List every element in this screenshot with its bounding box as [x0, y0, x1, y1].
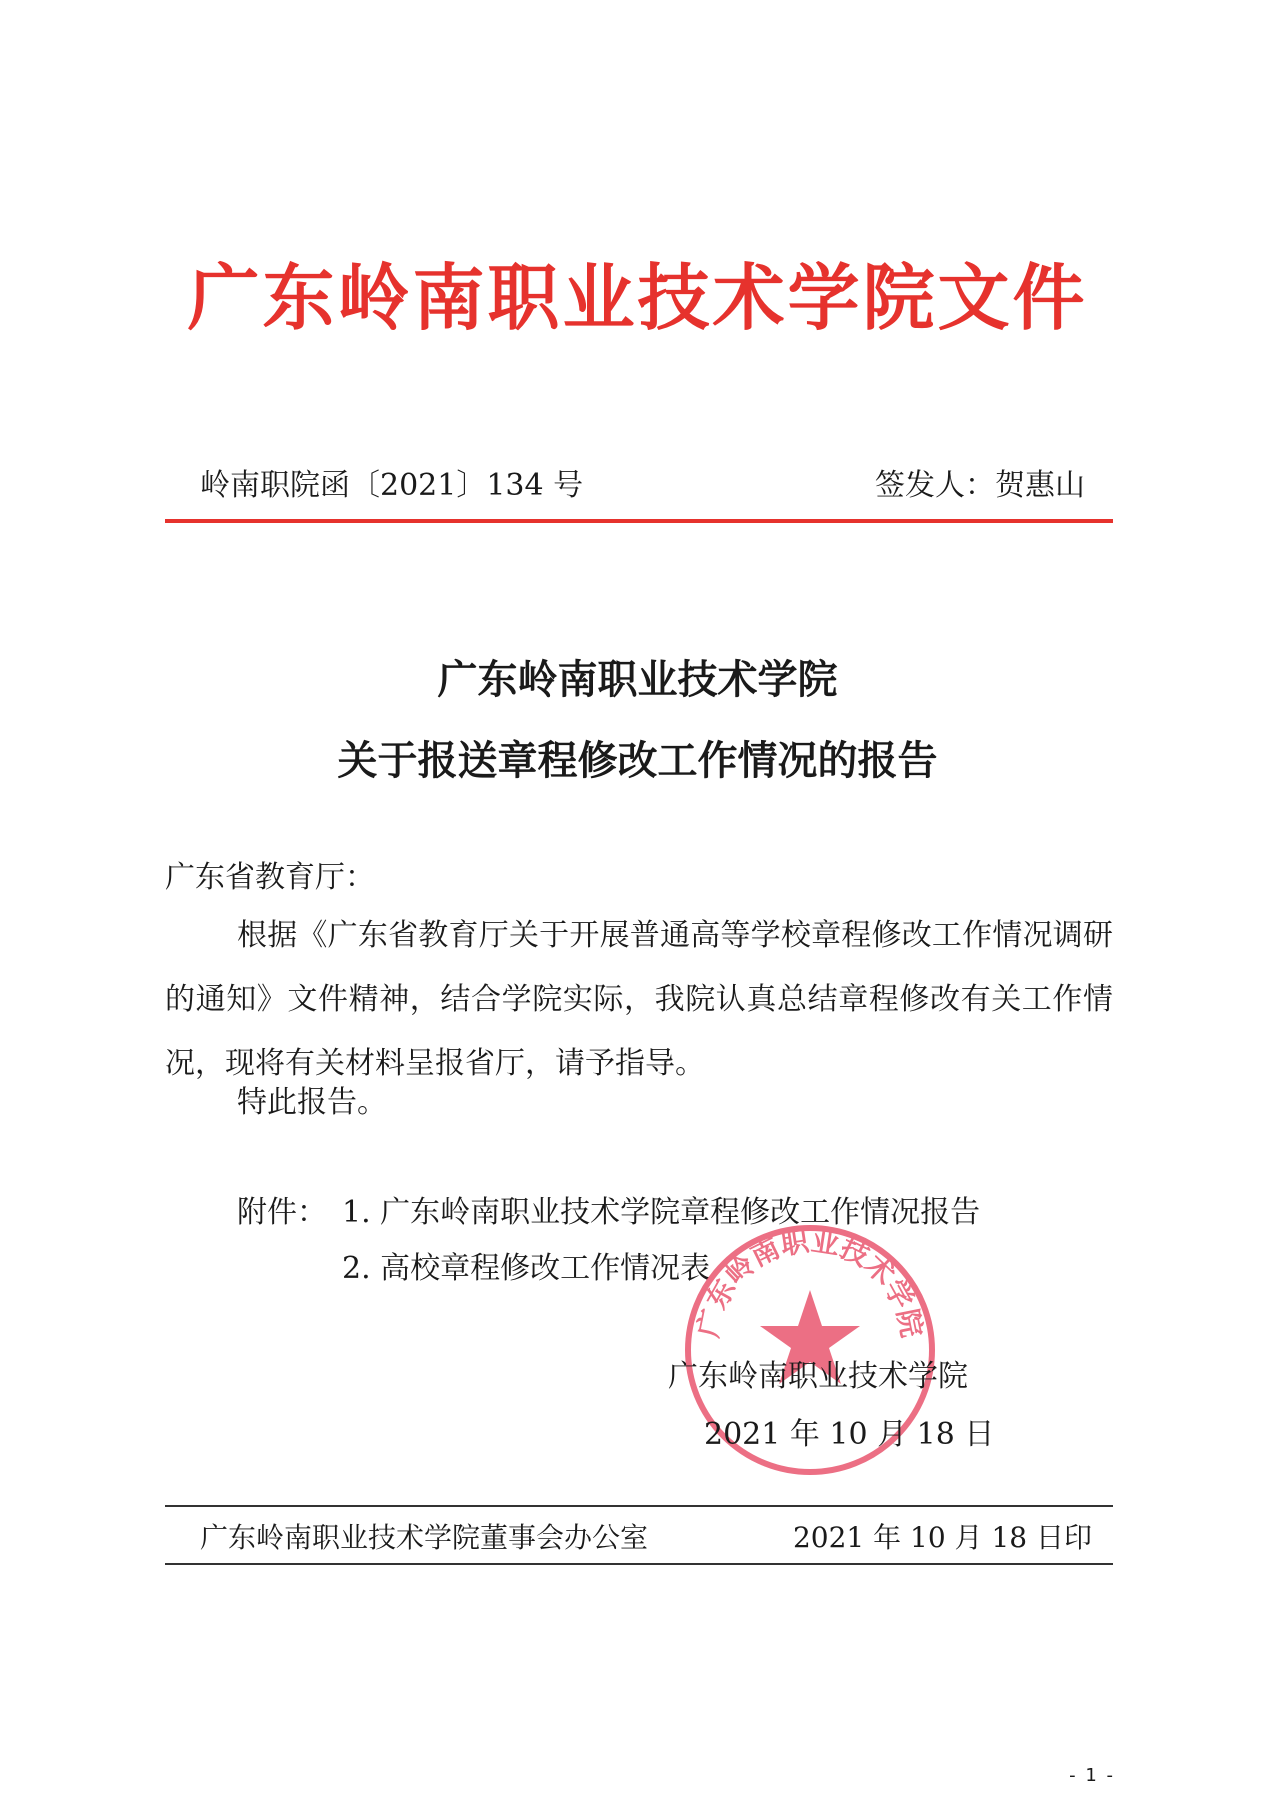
footer-bottom-line [165, 1563, 1113, 1565]
signing-date: 2021 年 10 月 18 日 [704, 1417, 995, 1452]
attachment-item: 2. 高校章程修改工作情况表 [342, 1251, 711, 1286]
recipient: 广东省教育厅： [165, 860, 375, 895]
seal-text: 广东岭南职业技术学院 [691, 1224, 929, 1341]
document-title-line-1: 广东岭南职业技术学院 [437, 656, 838, 703]
footer-issuer: 广东岭南职业技术学院董事会办公室 [200, 1521, 649, 1554]
signer-name: 签发人：贺惠山 [875, 468, 1085, 503]
closing-text: 特此报告。 [237, 1085, 387, 1120]
document-title-line-2: 关于报送章程修改工作情况的报告 [337, 737, 938, 784]
page-number: - 1 - [1069, 1765, 1115, 1786]
body-paragraph: 根据《广东省教育厅关于开展普通高等学校章程修改工作情况调研的通知》文件精神，结合学院实际，我院认真总结章程修改有关工作情况，现将有关材料呈报省厅，请予指导。 [165, 918, 1113, 1081]
signing-organization: 广东岭南职业技术学院 [668, 1359, 968, 1394]
red-separator-line [165, 519, 1113, 523]
document-red-header: 广东岭南职业技术学院文件 [187, 256, 1088, 340]
footer-print-date: 2021 年 10 月 18 日印 [792, 1521, 1092, 1554]
footer-top-line [165, 1505, 1113, 1507]
attachments-label: 附件： [237, 1195, 327, 1230]
document-number: 岭南职院函〔2021〕134 号 [200, 468, 584, 503]
attachment-item: 1. 广东岭南职业技术学院章程修改工作情况报告 [342, 1195, 981, 1230]
